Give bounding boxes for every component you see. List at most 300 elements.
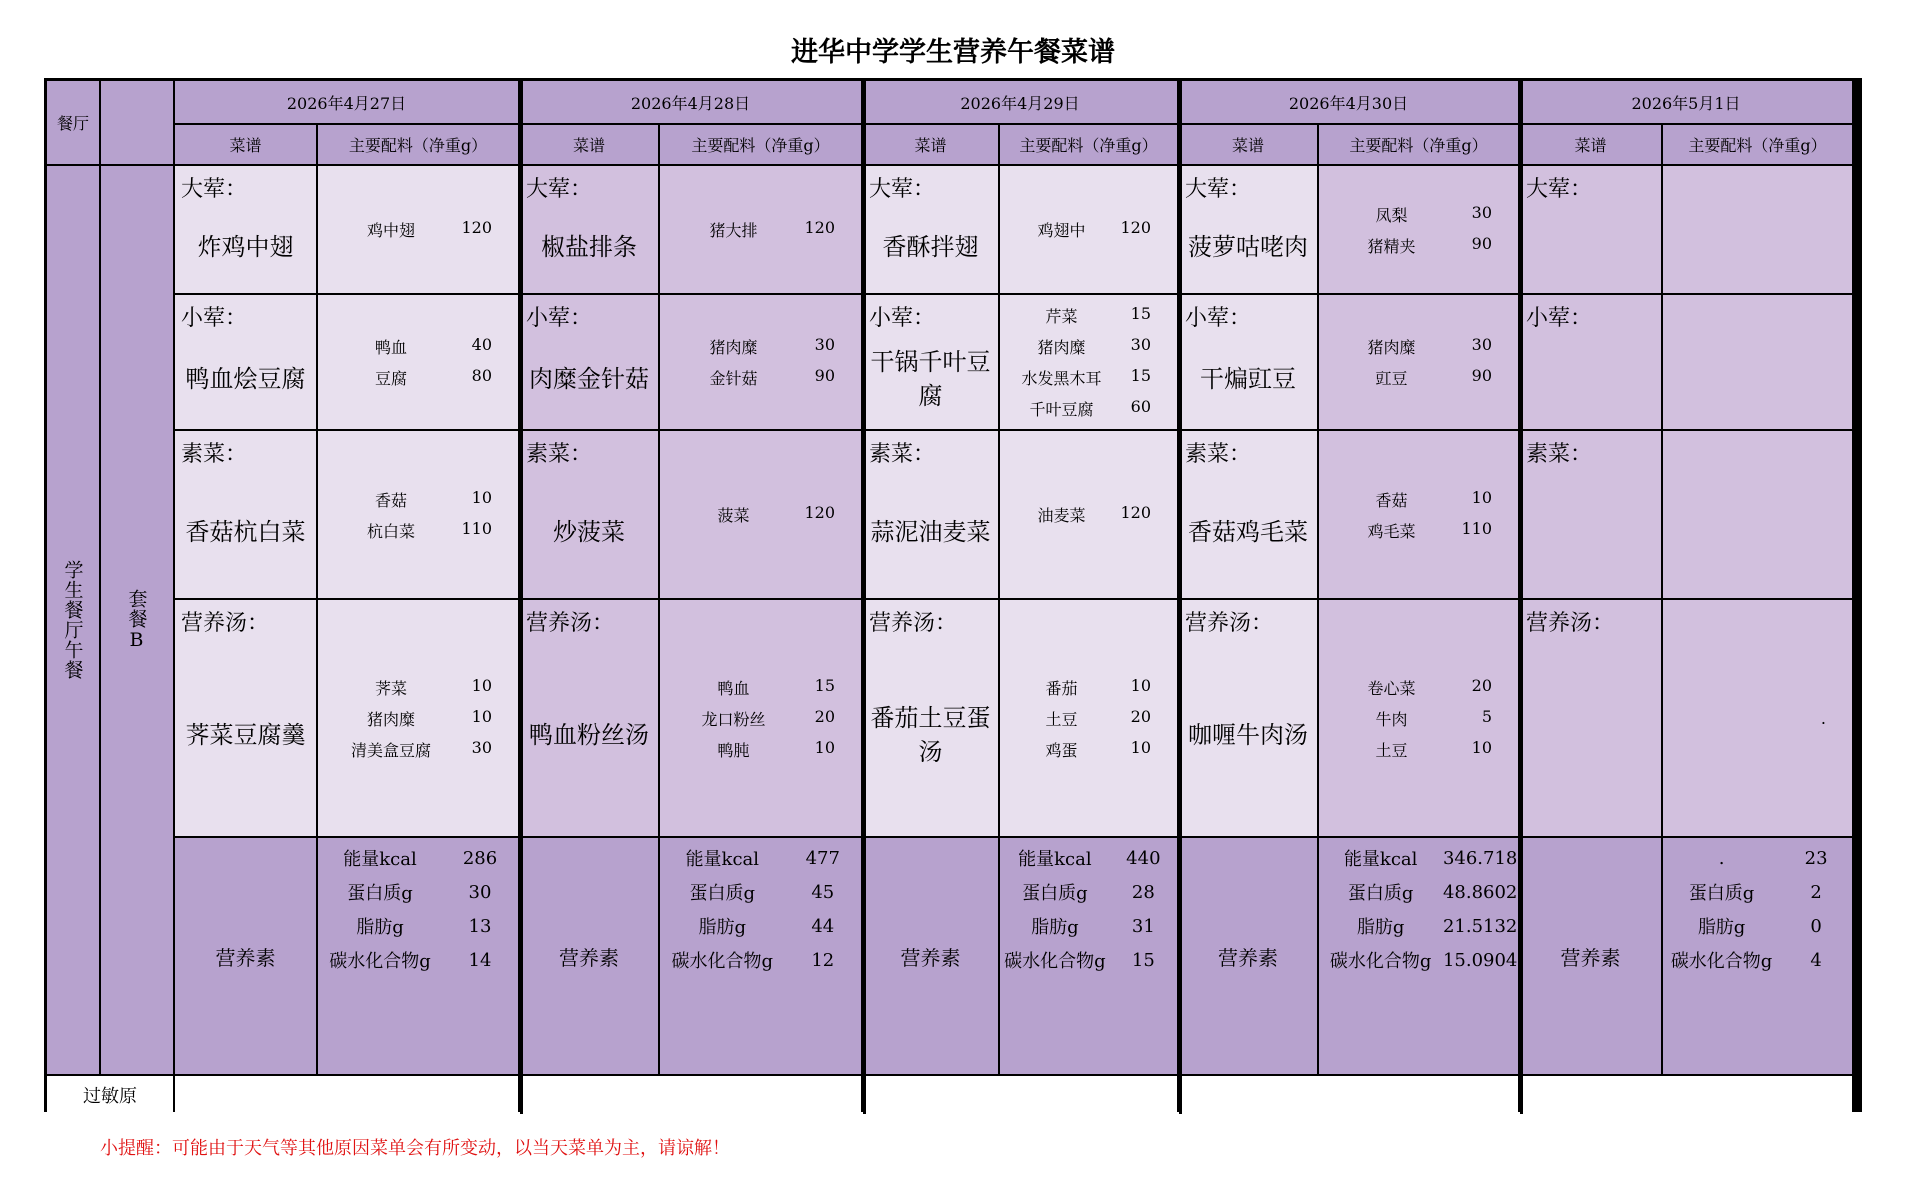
menu-table [44, 78, 1862, 1112]
student-lunch-label: 学生餐厅午餐 [47, 166, 99, 1074]
ingredient-name: 鸡中翅 [366, 221, 415, 240]
ingredient-name: 鸭血 [374, 338, 407, 357]
ingredient-weight: . [1820, 708, 1826, 728]
ingredient-weight: 10 [471, 706, 492, 726]
ingredients-list [318, 431, 518, 598]
ingredient-row [660, 738, 861, 761]
nutrient-row [1319, 914, 1518, 938]
ingredient-name [1683, 709, 1778, 728]
ingredient-name: 猪肉糜 [709, 338, 758, 357]
dish-cell [175, 600, 316, 836]
ingredient-row [1000, 304, 1177, 327]
ingredient-row [660, 503, 861, 526]
nutrition-cell [1663, 838, 1852, 1074]
ingredient-weight: 20 [1471, 675, 1492, 695]
ingredient-name: 猪大排 [709, 221, 758, 240]
ingredient-name: 香菇 [1375, 490, 1408, 510]
nutrient-row [1663, 846, 1852, 870]
dish-name: 炒菠菜 [553, 517, 625, 546]
dish-name: 咖喱牛肉汤 [1188, 721, 1308, 750]
ingredient-name: 凤梨 [1375, 205, 1408, 225]
nutrient-name: 脂肪g [1031, 917, 1079, 938]
nutrient-name: 碳水化合物g [1004, 951, 1106, 972]
ingredients-list [1000, 295, 1177, 429]
nutrient-value: 14 [468, 949, 492, 971]
dish-cell [175, 431, 316, 598]
nutrient-row [1000, 846, 1177, 870]
ingredient-weight: 120 [461, 218, 492, 237]
dish-cell [1520, 166, 1661, 293]
dish-name: 蒜泥油麦菜 [870, 517, 991, 546]
nutrition-list [318, 846, 518, 972]
nutrient-row [1000, 914, 1177, 938]
ingredient-row [660, 707, 861, 730]
ingredient-weight: 15 [1130, 366, 1151, 385]
dish-name [1520, 473, 1661, 592]
nutrient-row [1000, 880, 1177, 904]
ingredient-name: 荠菜 [374, 678, 407, 698]
ingredient-name: 鸭血 [717, 678, 750, 698]
ingredient-name: 猪肉糜 [1367, 338, 1416, 357]
dish-name: 香菇鸡毛菜 [1188, 517, 1308, 546]
dish-name: 炸鸡中翅 [197, 232, 294, 261]
ingredient-name: 菠菜 [717, 506, 750, 525]
blank-header-cell [101, 81, 173, 164]
ingredient-name: 清美盒豆腐 [350, 740, 431, 760]
nutrient-name: 蛋白质g [1688, 883, 1755, 904]
nutrient-value: 477 [805, 847, 840, 869]
ingredients-cell [1663, 600, 1852, 836]
dish-category: 大荤： [526, 177, 593, 202]
ingredients-list [1319, 295, 1518, 429]
ingredient-name: 土豆 [1375, 740, 1408, 760]
ingredient-name: 鸡蛋 [1045, 740, 1078, 760]
ingredient-row [1000, 366, 1177, 389]
ingredient-name: 金针菇 [709, 369, 758, 388]
date-header: 2026年4月28日 [520, 81, 861, 123]
nutrient-name: 能量kcal [685, 849, 760, 870]
dish-category: 小荤： [1185, 306, 1252, 331]
date-header: 2026年4月29日 [863, 81, 1177, 123]
ingredient-row [1000, 335, 1177, 358]
nutrient-row [1319, 846, 1518, 870]
dish-cell [520, 431, 658, 598]
ingredient-row [318, 218, 518, 241]
nutrient-row [1319, 948, 1518, 972]
dish-category: 小荤： [869, 306, 936, 331]
dish-column-header: 菜谱 [175, 125, 316, 164]
nutrient-name: 碳水化合物g [1329, 951, 1432, 972]
dish-cell [1520, 295, 1661, 429]
nutrient-value: 15.0904 [1442, 949, 1518, 971]
ingredient-weight: 30 [1130, 335, 1151, 354]
ingredients-column-header: 主要配料（净重g） [318, 125, 518, 164]
dish-name: 鸭血粉丝汤 [529, 721, 649, 750]
ingredients-cell [318, 166, 518, 293]
nutrition-list [1000, 846, 1177, 972]
nutrient-row [318, 948, 518, 972]
ingredients-cell [660, 166, 861, 293]
page-title: 进华中学学生营养午餐菜谱 [791, 37, 1115, 68]
dish-category: 大荤： [1185, 177, 1252, 202]
ingredients-list [1000, 431, 1177, 598]
nutrient-value: 0 [1810, 915, 1822, 937]
nutrient-name: 碳水化合物g [671, 951, 774, 972]
ingredient-weight: 15 [814, 675, 835, 695]
nutrients-label: 营养素 [520, 838, 658, 1074]
ingredients-list [660, 166, 861, 293]
dish-cell [1179, 600, 1317, 836]
date-header: 2026年5月1日 [1520, 81, 1852, 123]
nutrition-list [1663, 846, 1852, 972]
allergen-cell [863, 1076, 1177, 1114]
nutrient-name: 能量kcal [1343, 849, 1418, 870]
ingredient-weight: 60 [1130, 397, 1151, 416]
dish-category: 素菜： [1185, 442, 1252, 467]
nutrient-value: 28 [1131, 881, 1155, 903]
ingredient-weight: 90 [1471, 366, 1492, 385]
ingredients-list [660, 431, 861, 598]
ingredient-weight: 10 [471, 487, 492, 507]
dish-name: 干煸豇豆 [1200, 365, 1296, 394]
ingredients-cell [660, 600, 861, 836]
ingredients-cell [1319, 295, 1518, 429]
dish-cell [1179, 295, 1317, 429]
nutrient-name: 脂肪g [698, 917, 747, 938]
ingredients-list [1000, 600, 1177, 836]
dish-category: 小荤： [181, 306, 248, 331]
dish-column-header: 菜谱 [863, 125, 998, 164]
ingredients-list [1319, 600, 1518, 836]
ingredient-weight: 15 [1130, 304, 1151, 323]
dish-name [1520, 642, 1661, 830]
ingredient-name: 豆腐 [374, 369, 407, 388]
ingredient-weight: 20 [814, 706, 835, 726]
nutrient-value: 286 [462, 847, 498, 869]
ingredient-name: 豇豆 [1375, 369, 1408, 388]
ingredients-cell [318, 431, 518, 598]
ingredient-weight: 120 [1120, 218, 1151, 237]
ingredient-row [1319, 335, 1518, 358]
ingredient-row [318, 676, 518, 699]
ingredient-name: 卷心菜 [1367, 678, 1416, 698]
ingredient-weight: 110 [1461, 518, 1492, 538]
ingredients-cell [1000, 295, 1177, 429]
ingredients-list [318, 166, 518, 293]
allergen-cell [175, 1076, 518, 1114]
ingredient-weight: 120 [804, 218, 835, 237]
ingredients-column-header: 主要配料（净重g） [1319, 125, 1518, 164]
ingredient-row [318, 335, 518, 358]
ingredient-weight: 10 [814, 737, 835, 757]
dish-cell [863, 600, 998, 836]
dish-cell [520, 166, 658, 293]
nutrient-value: 2 [1810, 881, 1822, 903]
ingredient-name: 猪肉糜 [366, 709, 415, 729]
nutrient-name: 蛋白质g [347, 883, 413, 904]
dish-name: 香菇杭白菜 [185, 517, 306, 546]
ingredient-weight: 5 [1481, 706, 1492, 726]
ingredient-name: 鸡翅中 [1037, 221, 1086, 240]
ingredient-row [1663, 709, 1852, 728]
date-header: 2026年4月27日 [175, 81, 518, 123]
nutrient-name: 脂肪g [356, 917, 404, 938]
ingredient-row [1319, 203, 1518, 226]
nutrient-row [1663, 880, 1852, 904]
dish-cell [1179, 431, 1317, 598]
dish-cell [520, 600, 658, 836]
dish-category: 素菜： [526, 442, 593, 467]
dish-cell [1520, 600, 1661, 836]
ingredient-weight: 20 [1130, 706, 1151, 726]
ingredient-weight: 30 [1471, 335, 1492, 354]
ingredient-name: 龙口粉丝 [701, 709, 766, 729]
ingredient-row [1000, 218, 1177, 241]
notice-text: 小提醒：可能由于天气等其他原因菜单会有所变动，以当天菜单为主，请谅解！ [100, 1138, 730, 1159]
dish-category: 大荤： [869, 177, 936, 202]
ingredients-cell [318, 600, 518, 836]
nutrient-row [660, 948, 861, 972]
ingredient-row [660, 366, 861, 389]
nutrition-cell [318, 838, 518, 1074]
nutrient-value: 346.718 [1442, 847, 1518, 869]
ingredients-list [660, 295, 861, 429]
ingredient-weight: 120 [804, 503, 835, 522]
nutrient-name: 能量kcal [343, 849, 417, 870]
dish-name: 番茄土豆蛋汤 [870, 704, 991, 766]
ingredients-list [1663, 431, 1852, 598]
ingredient-row [1000, 503, 1177, 526]
dish-category: 营养汤： [526, 611, 615, 636]
ingredient-row [1319, 519, 1518, 542]
ingredient-weight: 40 [471, 335, 492, 354]
dish-cell [1520, 431, 1661, 598]
ingredient-row [1319, 234, 1518, 257]
ingredient-row [1319, 366, 1518, 389]
ingredient-name: 鸡毛菜 [1367, 521, 1416, 541]
nutrient-value: 31 [1131, 915, 1155, 937]
nutrient-value: 21.5132 [1442, 915, 1518, 937]
dish-name: 鸭血烩豆腐 [185, 365, 306, 394]
ingredients-list [1000, 166, 1177, 293]
ingredient-name: 猪精夹 [1367, 236, 1416, 256]
dish-category: 大荤： [1526, 177, 1593, 202]
ingredient-weight: 10 [1471, 487, 1492, 507]
ingredients-column-header: 主要配料（净重g） [660, 125, 861, 164]
dish-cell [863, 295, 998, 429]
nutrient-value: 48.8602 [1442, 881, 1518, 903]
dish-category: 营养汤： [869, 611, 958, 636]
dish-category: 小荤： [526, 306, 593, 331]
ingredient-row [318, 488, 518, 511]
ingredients-column-header: 主要配料（净重g） [1000, 125, 1177, 164]
nutrition-list [660, 846, 861, 972]
dish-category: 大荤： [181, 177, 248, 202]
nutrients-label: 营养素 [175, 838, 316, 1074]
allergen-cell [1179, 1076, 1518, 1114]
ingredient-row [318, 707, 518, 730]
nutrient-row [1000, 948, 1177, 972]
ingredient-row [1000, 397, 1177, 420]
nutrients-label: 营养素 [1179, 838, 1317, 1074]
dish-cell [175, 166, 316, 293]
ingredient-name: 番茄 [1045, 678, 1078, 698]
ingredient-weight: 10 [1130, 737, 1151, 757]
ingredients-cell [1319, 166, 1518, 293]
dish-cell [1179, 166, 1317, 293]
ingredient-row [660, 218, 861, 241]
dish-column-header: 菜谱 [520, 125, 658, 164]
ingredient-name: 鸭肫 [717, 740, 750, 760]
ingredient-row [1000, 738, 1177, 761]
nutrient-row [1663, 914, 1852, 938]
nutrient-value: 440 [1126, 847, 1161, 869]
nutrient-name: . [1718, 847, 1725, 869]
nutrient-row [318, 880, 518, 904]
dish-category: 素菜： [1526, 442, 1593, 467]
ingredients-cell [1319, 431, 1518, 598]
nutrient-row [660, 880, 861, 904]
ingredient-name: 香菇 [374, 490, 407, 510]
ingredient-weight: 10 [1130, 675, 1151, 695]
ingredient-row [1319, 676, 1518, 699]
ingredient-name: 猪肉糜 [1037, 338, 1086, 357]
ingredient-weight: 80 [471, 366, 492, 385]
ingredients-list [1663, 295, 1852, 429]
date-header: 2026年4月30日 [1179, 81, 1518, 123]
ingredient-row [1319, 738, 1518, 761]
ingredient-weight: 30 [814, 335, 835, 354]
ingredient-weight: 10 [1471, 737, 1492, 757]
nutrient-row [660, 914, 861, 938]
nutrient-value: 15 [1131, 949, 1155, 971]
dish-name: 菠萝咕咾肉 [1188, 232, 1308, 261]
dish-cell [520, 295, 658, 429]
ingredient-row [660, 335, 861, 358]
ingredients-cell [1663, 431, 1852, 598]
nutrient-name: 蛋白质g [689, 883, 756, 904]
dish-cell [863, 431, 998, 598]
nutrient-value: 44 [811, 915, 835, 937]
set-meal-label: 套餐B [101, 166, 173, 1074]
ingredients-list [1319, 166, 1518, 293]
ingredient-name: 牛肉 [1375, 709, 1408, 729]
ingredient-name: 油麦菜 [1037, 506, 1086, 525]
dish-category: 营养汤： [1185, 611, 1274, 636]
ingredient-weight: 10 [471, 675, 492, 695]
ingredients-list [1319, 431, 1518, 598]
allergen-label: 过敏原 [47, 1076, 173, 1114]
dish-name: 椒盐排条 [541, 232, 637, 261]
ingredient-weight: 90 [1471, 233, 1492, 253]
dish-name [1520, 337, 1661, 423]
ingredients-cell [1663, 166, 1852, 293]
dish-name: 干锅千叶豆腐 [870, 348, 991, 410]
ingredient-row [318, 519, 518, 542]
nutrient-value: 23 [1804, 847, 1828, 869]
ingredient-row [1319, 488, 1518, 511]
ingredients-cell [660, 431, 861, 598]
dish-column-header: 菜谱 [1520, 125, 1661, 164]
ingredient-row [1000, 676, 1177, 699]
ingredient-name: 水发黑木耳 [1021, 369, 1102, 388]
nutrient-value: 4 [1810, 949, 1822, 971]
dish-category: 素菜： [869, 442, 936, 467]
ingredients-cell [318, 295, 518, 429]
ingredients-cell [1000, 600, 1177, 836]
ingredient-row [1319, 707, 1518, 730]
ingredient-row [318, 738, 518, 761]
nutrient-name: 碳水化合物g [1670, 951, 1773, 972]
ingredients-cell [1663, 295, 1852, 429]
ingredients-list [660, 600, 861, 836]
nutrient-row [318, 914, 518, 938]
nutrient-name: 脂肪g [1356, 917, 1405, 938]
nutrient-name: 蛋白质g [1022, 883, 1088, 904]
canteen-header: 餐厅 [47, 81, 99, 164]
ingredients-list [318, 600, 518, 836]
dish-category: 营养汤： [181, 611, 270, 636]
dish-cell [863, 166, 998, 293]
dish-name: 肉糜金针菇 [529, 365, 649, 394]
nutrient-value: 13 [468, 915, 492, 937]
allergen-cell [520, 1076, 861, 1114]
nutrient-row [1319, 880, 1518, 904]
ingredients-cell [1000, 431, 1177, 598]
dish-category: 素菜： [181, 442, 248, 467]
nutrient-row [660, 846, 861, 870]
nutrition-cell [1319, 838, 1518, 1074]
nutrients-label: 营养素 [1520, 838, 1661, 1074]
dish-column-header: 菜谱 [1179, 125, 1317, 164]
nutrient-name: 碳水化合物g [329, 951, 431, 972]
ingredient-name: 芹菜 [1045, 307, 1078, 326]
ingredient-row [318, 366, 518, 389]
ingredient-name: 杭白菜 [366, 521, 415, 541]
nutrients-label: 营养素 [863, 838, 998, 1074]
nutrition-cell [1000, 838, 1177, 1074]
ingredients-list [1663, 166, 1852, 293]
nutrient-name: 脂肪g [1697, 917, 1746, 938]
ingredients-list [1663, 600, 1852, 836]
ingredient-weight: 30 [471, 737, 492, 757]
dish-cell [175, 295, 316, 429]
nutrient-row [1663, 948, 1852, 972]
nutrient-value: 30 [468, 881, 492, 903]
ingredient-row [660, 676, 861, 699]
ingredient-row [1000, 707, 1177, 730]
nutrient-name: 能量kcal [1018, 849, 1092, 870]
dish-category: 营养汤： [1526, 611, 1615, 636]
nutrition-cell [660, 838, 861, 1074]
ingredients-list [318, 295, 518, 429]
ingredients-cell [1000, 166, 1177, 293]
ingredient-name: 土豆 [1045, 709, 1078, 729]
dish-name: 香酥拌翅 [882, 232, 979, 261]
nutrient-row [318, 846, 518, 870]
ingredient-name: 千叶豆腐 [1029, 400, 1094, 419]
nutrient-value: 12 [811, 949, 835, 971]
ingredient-weight: 30 [1471, 202, 1492, 222]
ingredient-weight: 110 [461, 518, 492, 538]
nutrient-name: 蛋白质g [1347, 883, 1414, 904]
ingredients-cell [660, 295, 861, 429]
nutrition-list [1319, 846, 1518, 972]
ingredient-weight: 90 [814, 366, 835, 385]
dish-category: 小荤： [1526, 306, 1593, 331]
nutrient-value: 45 [811, 881, 835, 903]
ingredients-cell [1319, 600, 1518, 836]
